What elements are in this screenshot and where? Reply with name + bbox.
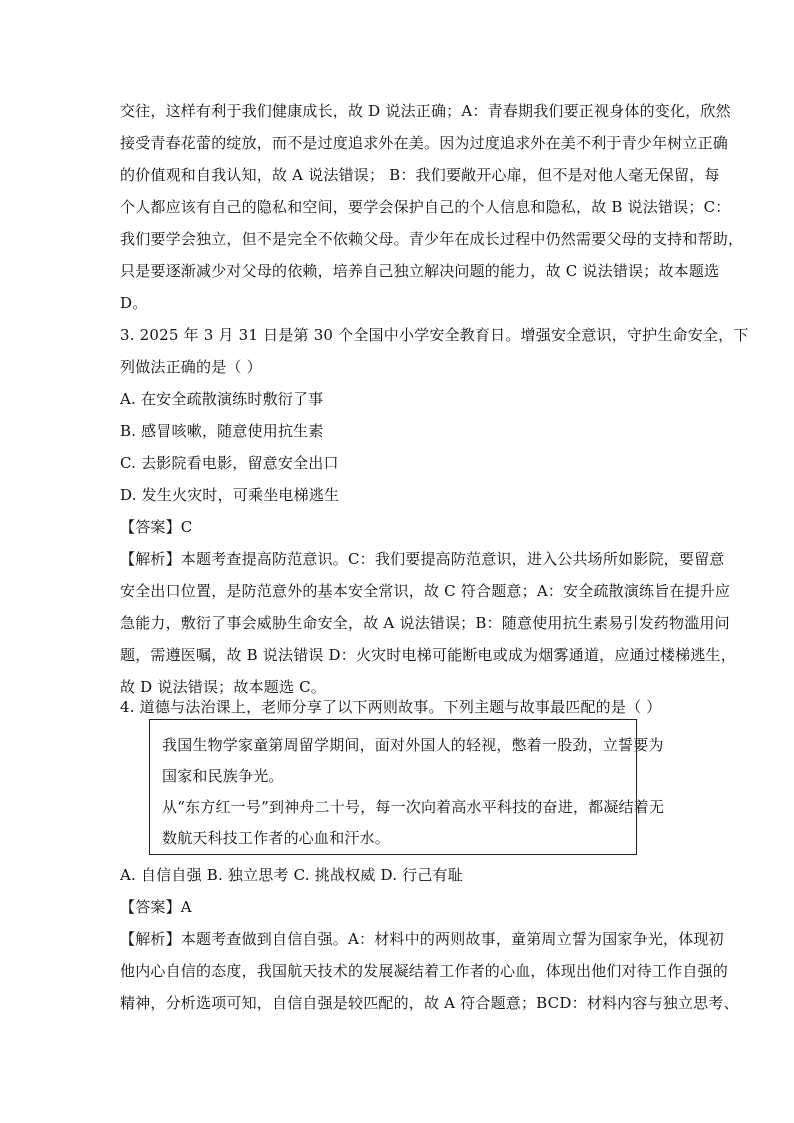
material-line: 我国生物学家童第周留学期间，面对外国人的轻视，憋着一股劲，立誓要为 bbox=[162, 736, 664, 754]
question-stem: 4. 道德与法治课上，老师分享了以下两则故事。下列主题与故事最匹配的是（ ） bbox=[120, 698, 662, 716]
analysis-line: 他内心自信的态度，我国航天技术的发展凝结着工作者的心血，体现出他们对待工作自强的 bbox=[120, 962, 729, 980]
text-line: 个人都应该有自己的隐私和空间，要学会保护自己的个人信息和隐私，故 B 说法错误；C： bbox=[120, 198, 731, 216]
analysis-line: 安全出口位置，是防范意外的基本安全常识，故 C 符合题意；A：安全疏散演练旨在提升应 bbox=[120, 582, 731, 600]
options-line: A. 自信自强 B. 独立思考 C. 挑战权威 D. 行己有耻 bbox=[120, 866, 463, 884]
question-stem: 列做法正确的是（ ） bbox=[120, 358, 262, 376]
text-line: 只是要逐渐减少对父母的依赖，培养自己独立解决问题的能力，故 C 说法错误；故本题选 bbox=[120, 262, 720, 280]
option-d: D. 发生火灾时，可乘坐电梯逃生 bbox=[120, 486, 340, 504]
material-box bbox=[149, 719, 665, 855]
analysis-line: 急能力，敷衍了事会威胁生命安全，故 A 说法错误；B：随意使用抗生素易引发药物滥用问 bbox=[120, 614, 730, 632]
option-b: B. 感冒咳嗽，随意使用抗生素 bbox=[120, 422, 324, 440]
analysis-line: 【解析】本题考查提高防范意识。C：我们要提高防范意识，进入公共场所如影院，要留意 bbox=[120, 550, 725, 568]
analysis-line: 题，需遵医嘱，故 B 说法错误 D：火灾时电梯可能断电或成为烟雾通道，应通过楼梯逃生， bbox=[120, 646, 736, 664]
text-line: 接受青春花蕾的绽放，而不是过度追求外在美。因为过度追求外在美不利于青少年树立正确 bbox=[120, 134, 729, 152]
text-line: 我们要学会独立，但不是完全不依赖父母。青少年在成长过程中仍然需要父母的支持和帮助， bbox=[120, 230, 744, 248]
material-line: 数航天科技工作者的心血和汗水。 bbox=[162, 829, 391, 847]
option-a: A. 在安全疏散演练时敷衍了事 bbox=[120, 390, 324, 408]
text-line: 的价值观和自我认知，故 A 说法错误； B：我们要敞开心扉，但不是对他人毫无保留，每 bbox=[120, 166, 720, 184]
question-stem: 3. 2025 年 3 月 31 日是第 30 个全国中小学安全教育日。增强安全意识，守护生命安全，下 bbox=[120, 326, 749, 344]
material-line: 国家和民族争光。 bbox=[162, 767, 284, 785]
material-line: 从“东方红一号”到神舟二十号，每一次向着高水平科技的奋进，都凝结着无 bbox=[162, 798, 665, 816]
analysis-line: 故 D 说法错误；故本题选 C。 bbox=[120, 678, 327, 696]
analysis-line: 精神，分析选项可知，自信自强是较匹配的，故 A 符合题意；BCD：材料内容与独立思考、 bbox=[120, 994, 739, 1012]
text-line: 交往，这样有利于我们健康成长，故 D 说法正确；A：青春期我们要正视身体的变化，欣然 bbox=[120, 102, 731, 120]
text-line: D。 bbox=[120, 294, 148, 312]
answer-label: 【答案】A bbox=[120, 898, 192, 916]
answer-label: 【答案】C bbox=[120, 518, 193, 536]
option-c: C. 去影院看电影，留意安全出口 bbox=[120, 454, 339, 472]
analysis-line: 【解析】本题考查做到自信自强。A：材料中的两则故事，童第周立誓为国家争光，体现初 bbox=[120, 930, 724, 948]
